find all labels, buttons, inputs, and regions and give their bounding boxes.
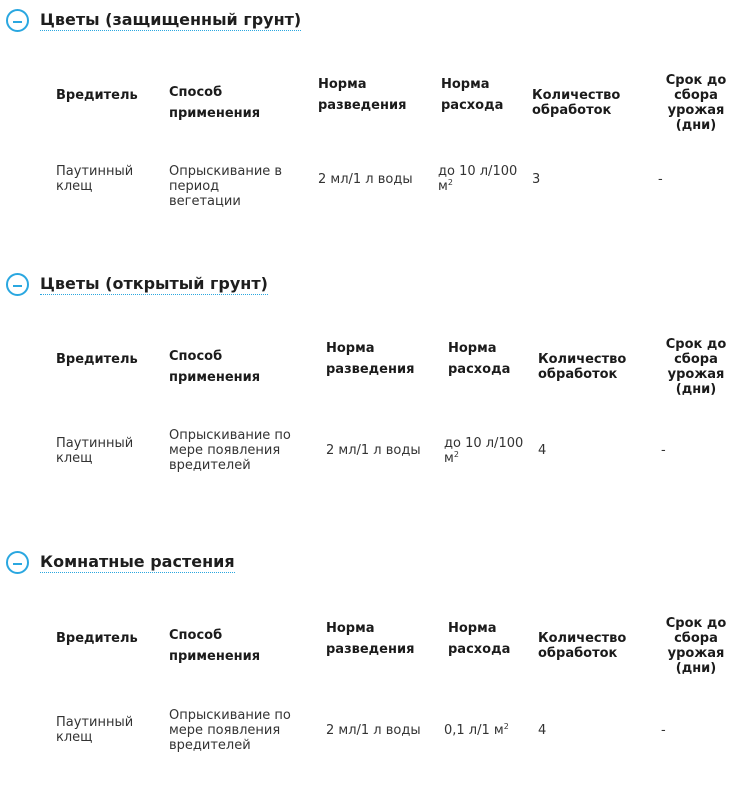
col-header-method: Способ применения: [169, 628, 261, 664]
cell-harvest: -: [661, 443, 666, 458]
cell-consumption: до 10 л/100 $м^2$: [444, 436, 524, 466]
cell-consumption: 0,1 л/1 $м^2$: [444, 722, 509, 738]
col-header-dilution: Норма разведения: [326, 341, 415, 377]
section-title[interactable]: Цветы (защищенный грунт): [40, 10, 302, 29]
cell-treatments: 4: [538, 723, 547, 738]
col-header-harvest: Срок до сбора урожая (дни): [665, 337, 727, 397]
cell-pest: Паутинный клещ: [56, 436, 134, 466]
col-header-pest: Вредитель: [56, 352, 138, 367]
section-title[interactable]: Комнатные растения: [40, 552, 235, 571]
col-header-dilution: Норма разведения: [318, 77, 407, 113]
col-header-treatments: Количество обработок: [538, 352, 627, 382]
collapse-minus-icon[interactable]: [6, 9, 29, 32]
cell-harvest: -: [661, 723, 666, 738]
cell-treatments: 4: [538, 443, 547, 458]
cell-method: Опрыскивание в период вегетации: [169, 164, 283, 209]
col-header-consumption: Норма расхода: [448, 621, 511, 657]
cell-dilution: 2 мл/1 л воды: [326, 723, 421, 738]
col-header-harvest: Срок до сбора урожая (дни): [665, 616, 727, 676]
section-header[interactable]: [6, 273, 268, 296]
cell-treatments: 3: [532, 172, 541, 187]
cell-method: Опрыскивание по мере появления вредителей: [169, 428, 291, 473]
cell-pest: Паутинный клещ: [56, 715, 134, 745]
col-header-consumption: Норма расхода: [441, 77, 504, 113]
section-title[interactable]: Цветы (открытый грунт): [40, 274, 268, 293]
section-header[interactable]: [6, 551, 235, 574]
cell-pest: Паутинный клещ: [56, 164, 134, 194]
collapse-minus-icon[interactable]: [6, 273, 29, 296]
cell-method: Опрыскивание по мере появления вредителей: [169, 708, 291, 753]
collapse-minus-icon[interactable]: [6, 551, 29, 574]
col-header-consumption: Норма расхода: [448, 341, 511, 377]
cell-dilution: 2 мл/1 л воды: [318, 172, 413, 187]
col-header-harvest: Срок до сбора урожая (дни): [665, 73, 727, 133]
col-header-treatments: Количество обработок: [532, 88, 621, 118]
section-header[interactable]: [6, 9, 301, 32]
cell-dilution: 2 мл/1 л воды: [326, 443, 421, 458]
col-header-method: Способ применения: [169, 85, 261, 121]
col-header-pest: Вредитель: [56, 631, 138, 646]
col-header-pest: Вредитель: [56, 88, 138, 103]
cell-consumption: до 10 л/100 $м^2$: [438, 164, 518, 194]
col-header-method: Способ применения: [169, 349, 261, 385]
col-header-treatments: Количество обработок: [538, 631, 627, 661]
col-header-dilution: Норма разведения: [326, 621, 415, 657]
cell-harvest: -: [658, 172, 663, 187]
